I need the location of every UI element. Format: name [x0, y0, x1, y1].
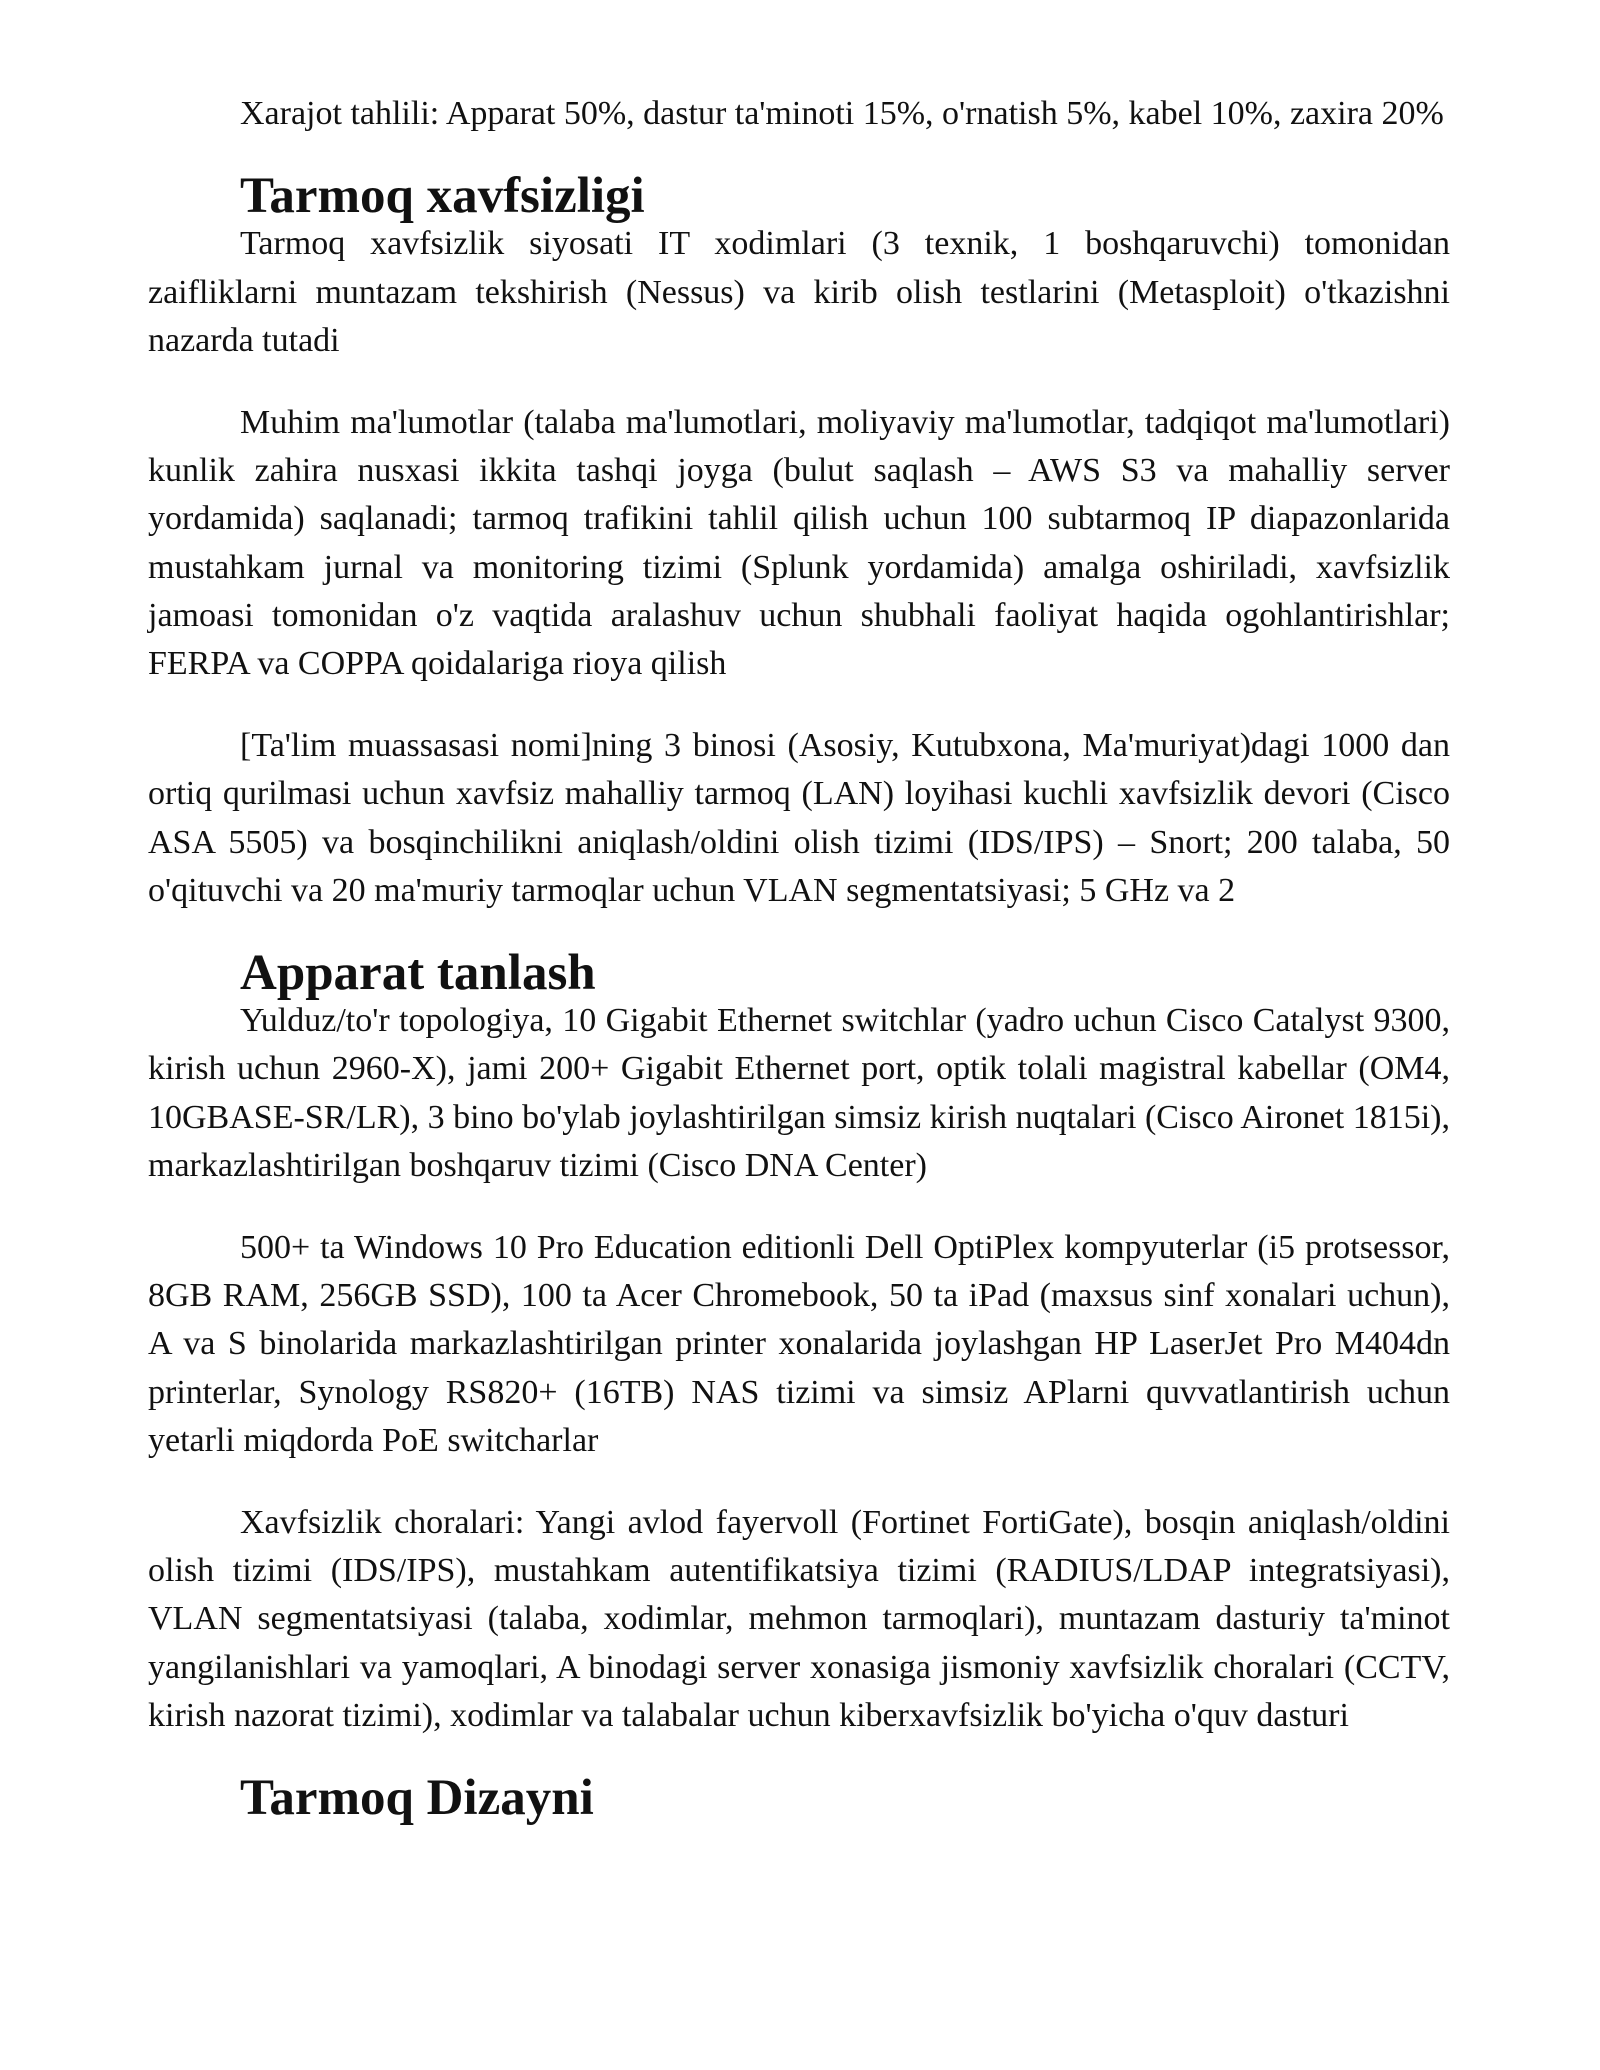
cost-analysis-paragraph: Xarajot tahlili: Apparat 50%, dastur ta'minoti 15%, o'rnatish 5%, kabel 10%, zaxira 20% — [240, 95, 1444, 132]
security-policy-paragraph: Tarmoq xavfsizlik siyosati IT xodimlari (3 texnik, 1 boshqaruvchi) tomonidan zaifliklarni muntazam tekshirish (Nessus) va kirib olish testlarini (Metasploit) o'tkazishni nazarda tutadi — [148, 225, 1450, 359]
devices-paragraph: 500+ ta Windows 10 Pro Education editionli Dell OptiPlex kompyuterlar (i5 protsessor, 8GB RAM, 256GB SSD), 100 ta Acer Chromebook, 50 ta iPad (maxsus sinf xonalari uchun), A va S binolarida markazlashtirilgan printer xonalarida joylashgan HP LaserJet Pro M404dn printerlar, Synology RS820+ (16TB) NAS tizimi va simsiz APlarni quvvatlantirish uchun yetarli miqdorda PoE switcharlar — [148, 1229, 1450, 1459]
lan-design-paragraph: [Ta'lim muassasasi nomi]ning 3 binosi (Asosiy, Kutubxona, Ma'muriyat)dagi 1000 dan ortiq qurilmasi uchun xavfsiz mahalliy tarmoq (LAN) loyihasi kuchli xavfsizlik devori (Cisco ASA 5505) va bosqinchilikni aniqlash/oldini olish tizimi (IDS/IPS) – Snort; 200 talaba, 50 o'qituvchi va 20 ma'muriy tarmoqlar uchun VLAN segmentatsiyasi; 5 GHz va 2 — [148, 727, 1450, 909]
backup-monitoring-paragraph: Muhim ma'lumotlar (talaba ma'lumotlari, moliyaviy ma'lumotlar, tadqiqot ma'lumotlari) kunlik zahira nusxasi ikkita tashqi joyga (bulut saqlash – AWS S3 va mahalliy server yordamida) saqlanadi; tarmoq trafikini tahlil qilish uchun 100 subtarmoq IP diapazonlarida mustahkam jurnal va monitoring tizimi (Splunk yordamida) amalga oshiriladi, xavfsizlik jamoasi tomonidan o'z vaqtida aralashuv uchun shubhali faoliyat haqida ogohlantirishlar; FERPA va COPPA qoidalariga rioya qilish — [148, 404, 1450, 683]
heading-network-security: Tarmoq xavfsizligi — [240, 168, 645, 225]
document-page — [148, 90, 1450, 1827]
heading-hardware-selection: Apparat tanlash — [240, 945, 596, 1002]
topology-paragraph: Yulduz/to'r topologiya, 10 Gigabit Ethernet switchlar (yadro uchun Cisco Catalyst 9300, kirish uchun 2960-X), jami 200+ Gigabit Ethernet port, optik tolali magistral kabellar (OM4, 10GBASE-SR/LR), 3 bino bo'ylab joylashtirilgan simsiz kirish nuqtalari (Cisco Aironet 1815i), markazlashtirilgan boshqaruv tizimi (Cisco DNA Center) — [148, 1002, 1450, 1184]
security-measures-paragraph: Xavfsizlik choralari: Yangi avlod fayervoll (Fortinet FortiGate), bosqin aniqlash/oldini olish tizimi (IDS/IPS), mustahkam autentifikatsiya tizimi (RADIUS/LDAP integratsiyasi), VLAN segmentatsiyasi (talaba, xodimlar, mehmon tarmoqlari), muntazam dasturiy ta'minot yangilanishlari va yamoqlari, A binodagi server xonasiga jismoniy xavfsizlik choralari (CCTV, kirish nazorat tizimi), xodimlar va talabalar uchun kiberxavfsizlik bo'yicha o'quv dasturi — [148, 1504, 1450, 1734]
heading-network-design: Tarmoq Dizayni — [240, 1770, 594, 1827]
